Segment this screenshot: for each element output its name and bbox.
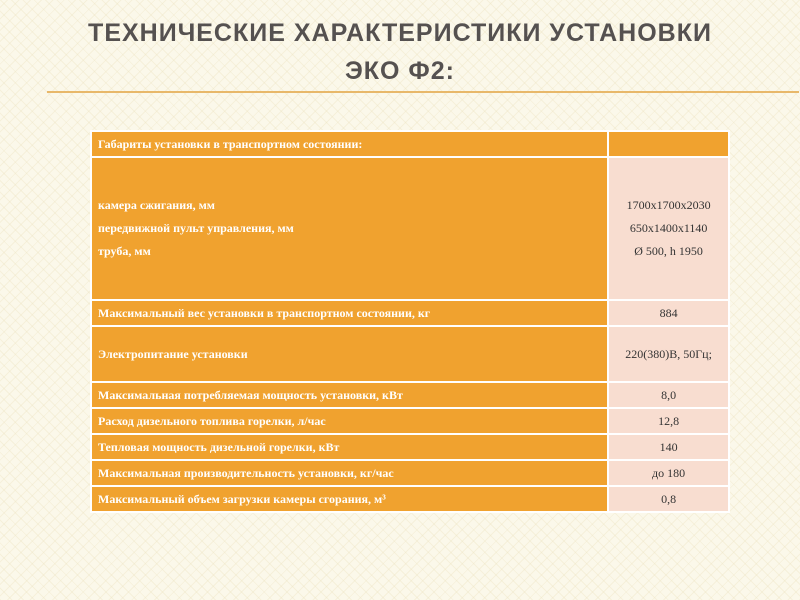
row-value: 220(380)В, 50Гц; xyxy=(608,326,729,382)
row-value: 0,8 xyxy=(608,486,729,512)
specs-table xyxy=(90,130,730,513)
row-label: Максимальный вес установки в транспортном состоянии, кг xyxy=(91,300,608,326)
table-row xyxy=(91,300,729,326)
row-value: 884 xyxy=(608,300,729,326)
table-row xyxy=(91,326,729,382)
row-value: до 180 xyxy=(608,460,729,486)
row-value: 12,8 xyxy=(608,408,729,434)
row-label: Максимальная потребляемая мощность установки, кВт xyxy=(91,382,608,408)
table-row xyxy=(91,382,729,408)
table-row xyxy=(91,408,729,434)
dimension-label-chamber: камера сжигания, мм xyxy=(98,198,215,212)
slide-title-line1: ТЕХНИЧЕСКИЕ ХАРАКТЕРИСТИКИ УСТАНОВКИ xyxy=(88,19,712,47)
header-label: Габариты установки в транспортном состоянии: xyxy=(91,131,608,157)
row-label: Максимальный объем загрузки камеры сгорания, м³ xyxy=(91,486,608,512)
dimension-value-pipe: Ø 500, h 1950 xyxy=(634,244,703,258)
table-row xyxy=(91,460,729,486)
row-label: Тепловая мощность дизельной горелки, кВт xyxy=(91,434,608,460)
table-row xyxy=(91,434,729,460)
slide-title xyxy=(0,14,800,90)
title-divider xyxy=(47,91,799,93)
row-label: Электропитание установки xyxy=(91,326,608,382)
table-header-row xyxy=(91,131,729,157)
dimension-value-chamber: 1700х1700х2030 xyxy=(626,198,711,212)
dimensions-row xyxy=(91,157,729,300)
row-label: Максимальная производительность установки, кг/час xyxy=(91,460,608,486)
table-row xyxy=(91,486,729,512)
dimension-label-control-panel: передвижной пульт управления, мм xyxy=(98,221,294,235)
header-value xyxy=(608,131,729,157)
dimension-value-control-panel: 650х1400х1140 xyxy=(629,221,708,235)
dimension-label-pipe: труба, мм xyxy=(98,244,151,258)
row-label: Расход дизельного топлива горелки, л/час xyxy=(91,408,608,434)
row-value: 140 xyxy=(608,434,729,460)
row-value: 8,0 xyxy=(608,382,729,408)
slide-title-line2: ЭКО Ф2: xyxy=(344,57,455,85)
dimensions-values xyxy=(608,157,729,300)
dimensions-labels xyxy=(91,157,608,300)
